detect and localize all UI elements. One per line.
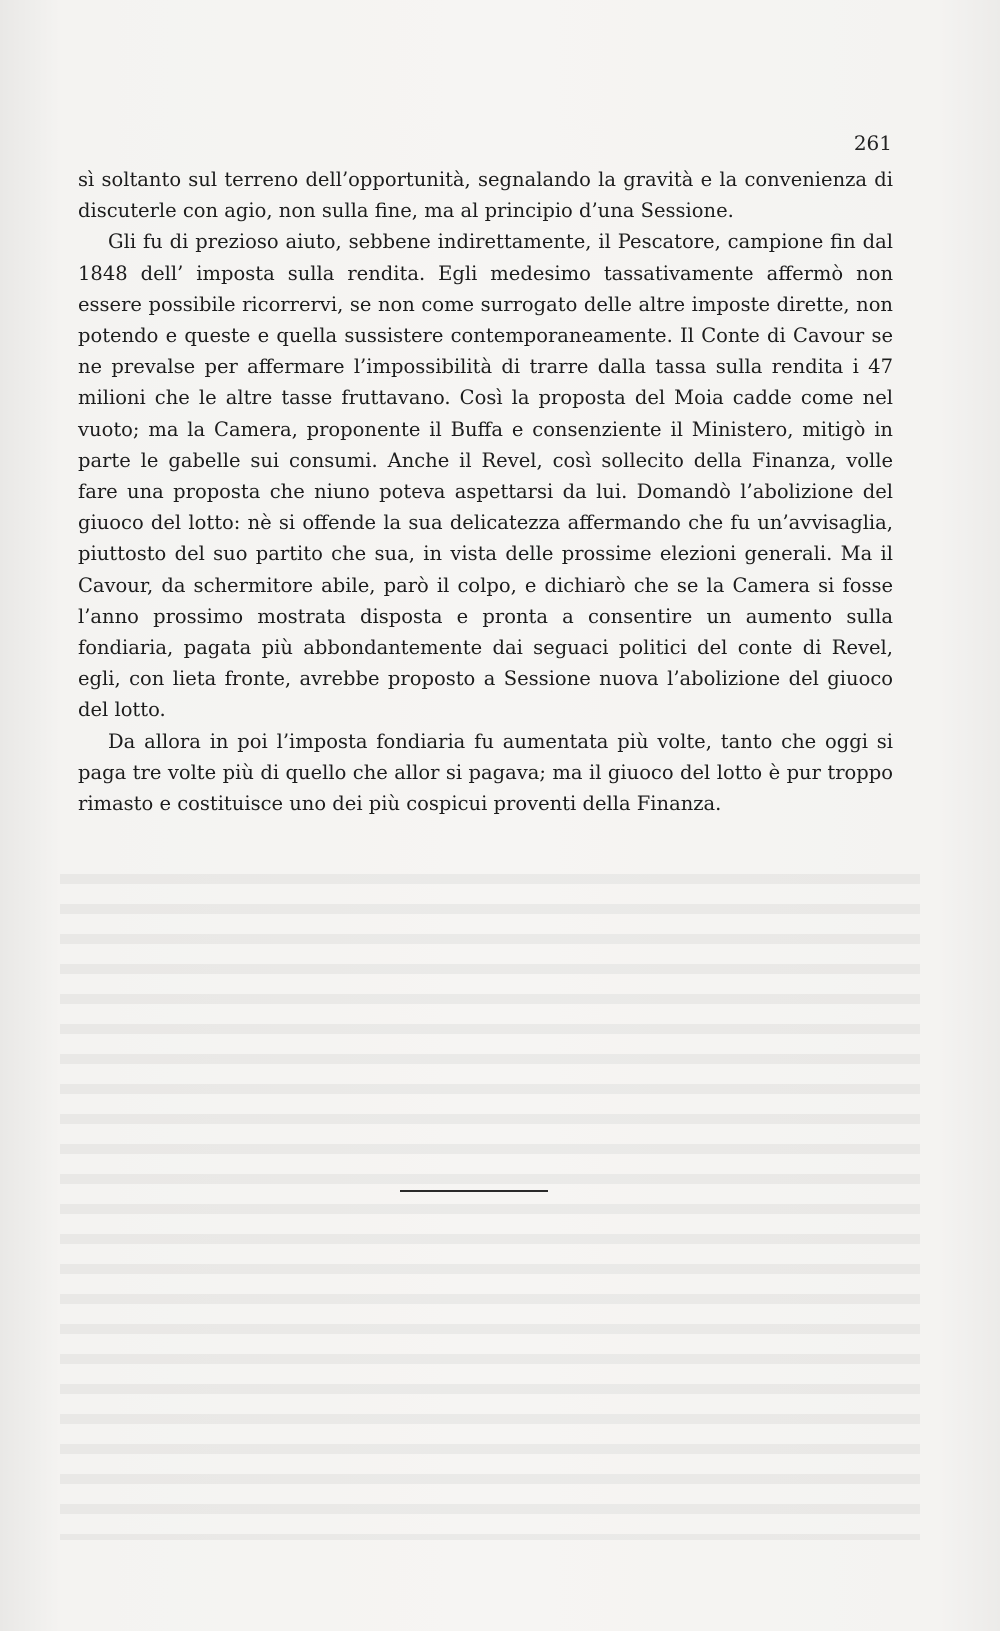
show-through-text — [60, 860, 920, 1540]
paragraph-2: Gli fu di prezioso aiuto, sebbene indirettamente, il Pescatore, campione fin dal 1848 dell’ imposta sulla rendita. Egli medesimo tassativamente affermò non essere possibile ricorrervi, se non come surrogato delle altre imposte dirette, non potendo e queste e quella sussistere contemporaneamente. Il Conte di Cavour se ne prevalse per affermare l’impossibilità di trarre dalla tassa sulla rendita i 47 milioni che le altre tasse fruttavano. Così la proposta del Moia cadde come nel vuoto; ma la Camera, proponente il Buffa e consenziente il Ministero, mitigò in parte le gabelle sui consumi. Anche il Revel, così sollecito della Finanza, volle fare una proposta che niuno poteva aspettarsi da lui. Domandò l’abolizione del giuoco del lotto: nè si offende la sua delicatezza affermando che fu un’avvisaglia, piuttosto del suo partito che sua, in vista delle prossime elezioni generali. Ma il Cavour, da schermitore abile, parò il colpo, e dichiarò che se la Camera si fosse l’anno prossimo mostrata disposta e pronta a consentire un aumento sulla fondiaria, pagata più abbondantemente dai seguaci politici del conte di Revel, egli, con lieta fronte, avrebbe proposto a Sessione nuova l’abolizione del giuoco del lotto. — [78, 230, 893, 722]
paragraph-3: Da allora in poi l’imposta fondiaria fu aumentata più volte, tanto che oggi si paga tre volte più di quello che allor si pagava; ma il giuoco del lotto è pur troppo rimasto e costituisce uno dei più cospicui proventi della Finanza. — [78, 729, 893, 816]
page-number: 261 — [853, 131, 892, 155]
section-divider — [400, 1190, 548, 1192]
paragraph-1: sì soltanto sul terreno dell’opportunità, segnalando la gravità e la convenienza di discuterle con agio, non sulla fine, ma al principio d’una Sessione. — [78, 168, 893, 223]
body-text — [78, 164, 893, 819]
